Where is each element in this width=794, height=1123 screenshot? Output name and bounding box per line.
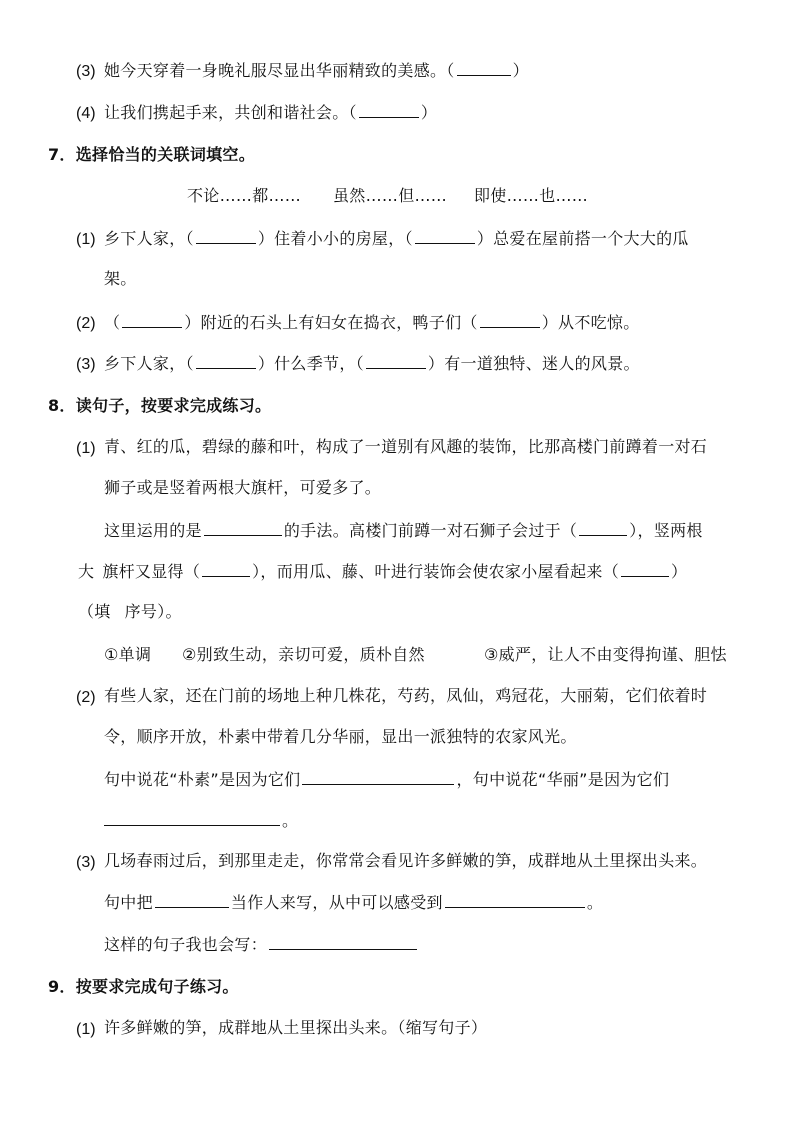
- q8-item2-blank-plain[interactable]: [302, 769, 454, 785]
- q8-item2-q-text-b: ，句中说花“华丽”是因为它们: [456, 770, 670, 789]
- q8-item1-option-1: ①单调: [104, 645, 152, 664]
- q7-item2-text-c: ）从不吃惊。: [541, 313, 640, 332]
- q8-item2-q-text-a: 句中说花“朴素”是因为它们: [104, 770, 301, 789]
- q8-item3-blank-own-sentence[interactable]: [269, 934, 417, 950]
- q8-item3-number: (3): [76, 854, 96, 871]
- q8-item1-q-text-i: 序号）。: [124, 602, 182, 621]
- q8-item2-q-text-c: 。: [282, 811, 299, 830]
- q6-item4-blank[interactable]: [359, 102, 419, 118]
- q6-item3-blank[interactable]: [457, 60, 511, 76]
- q7-option-2: 虽然……但……: [333, 186, 448, 205]
- q8-item1-option-2: ②别致生动，亲切可爱，质朴自然: [182, 645, 425, 664]
- q7-item1-continuation: 架。: [104, 269, 137, 288]
- q7-item3-line: [104, 353, 640, 374]
- q7-item1-line: [104, 228, 689, 249]
- q8-item1-q-text-e: 旗杆又显得（: [102, 562, 201, 581]
- q7-item2-line: [104, 312, 640, 333]
- q8-item2-blank-gorgeous[interactable]: [104, 810, 280, 826]
- q7-item3-blank-2[interactable]: [366, 353, 426, 369]
- q7-item3-text-c: ）有一道独特、迷人的风景。: [427, 354, 640, 373]
- q7-item2-number: (2): [76, 315, 96, 332]
- q8-item3-passage-line1: 几场春雨过后，到那里走走，你常常会看见许多鲜嫩的笋，成群地从土里探出头来。: [104, 851, 708, 870]
- q6-item4-close: ）: [420, 103, 438, 122]
- q8-item1-number: (1): [76, 440, 96, 457]
- q8-item3-question-line2: [104, 934, 419, 955]
- q6-item3-text: 她今天穿着一身晚礼服尽显出华丽精致的美感。（: [104, 61, 455, 80]
- q8-item1-question-line2: [78, 561, 687, 582]
- q8-item1-q-text-h: （填: [78, 602, 111, 621]
- q8-item1-q-text-c: ），竖两根: [629, 521, 703, 540]
- q8-title: 8．读句子，按要求完成练习。: [48, 396, 272, 415]
- q7-item2-blank-2[interactable]: [480, 312, 540, 328]
- q6-item4-number: (4): [76, 105, 96, 122]
- q8-item1-blank-flagpole[interactable]: [202, 561, 250, 577]
- q7-item1-blank-2[interactable]: [415, 228, 475, 244]
- q7-item2-text-b: ）附近的石头上有妇女在捣衣，鸭子们（: [184, 313, 478, 332]
- q6-item4-line: [104, 102, 437, 123]
- q6-item3-close: ）: [512, 61, 529, 80]
- q8-item2-passage-line1: 有些人家，还在门前的场地上种几株花，芍药，凤仙，鸡冠花，大丽菊，它们依着时: [104, 686, 708, 705]
- q8-item1-blank-technique[interactable]: [204, 520, 282, 536]
- q7-item1-text-c: ）总爱在屋前搭一个大大的瓜: [476, 229, 689, 248]
- q8-item2-passage-line2: 令，顺序开放，朴素中带着几分华丽，显出一派独特的农家风光。: [104, 727, 577, 746]
- q8-item1-q-text-g: ）: [671, 562, 688, 581]
- q8-item1-blank-lion[interactable]: [579, 520, 627, 536]
- q7-item3-text-a: 乡下人家，（: [104, 354, 194, 373]
- q7-item1-text-a: 乡下人家，（: [104, 229, 194, 248]
- q8-item2-question-line1: [104, 769, 669, 790]
- q8-item2-number: (2): [76, 689, 96, 706]
- q8-item3-question-line1: [104, 892, 603, 913]
- q8-item2-question-line2: [104, 810, 298, 831]
- q8-item1-question-line3: [78, 602, 182, 622]
- q7-item3-number: (3): [76, 356, 96, 373]
- q7-item1-number: (1): [76, 231, 96, 248]
- q9-item1-line: 许多鲜嫩的笋，成群地从土里探出头来。（缩写句子）: [104, 1018, 488, 1037]
- q8-item1-q-text-f: ），而用瓜、藤、叶进行装饰会使农家小屋看起来（: [252, 562, 620, 581]
- q6-item3-line: [104, 60, 529, 81]
- q7-item1-blank-1[interactable]: [196, 228, 256, 244]
- q8-item3-q-text-a: 句中把: [104, 893, 153, 912]
- q7-item1-text-b: ）住着小小的房屋，（: [257, 229, 413, 248]
- q8-item1-q-text-d: 大: [78, 562, 95, 581]
- q7-item3-text-b: ）什么季节，（: [257, 354, 364, 373]
- q8-item1-passage-line2: 狮子或是竖着两根大旗杆，可爱多了。: [104, 478, 382, 497]
- q8-item1-q-text-b: 的手法。高楼门前蹲一对石狮子会过于（: [283, 521, 578, 540]
- q8-item1-blank-house[interactable]: [621, 561, 669, 577]
- q8-item1-passage-line1: 青、红的瓜，碧绿的藤和叶，构成了一道别有风趣的装饰，比那高楼门前蹲着一对石: [104, 437, 708, 456]
- q8-item1-q-text-a: 这里运用的是: [104, 521, 202, 540]
- q8-item1-option-3: ③威严，让人不由变得拘谨、胆怯: [484, 645, 727, 664]
- q7-item2-blank-1[interactable]: [122, 312, 182, 328]
- q8-item3-q-text-b: 当作人来写，从中可以感受到: [230, 893, 443, 912]
- q8-item3-q-text-d: 这样的句子我也会写：: [104, 935, 268, 954]
- q9-title: 9．按要求完成句子练习。: [48, 977, 239, 996]
- q7-title: 7．选择恰当的关联词填空。: [48, 145, 256, 164]
- q8-item3-blank-personified[interactable]: [155, 892, 229, 908]
- q8-item1-question-line1: [104, 520, 703, 541]
- q7-option-3: 即使……也……: [474, 186, 589, 205]
- q7-item3-blank-1[interactable]: [196, 353, 256, 369]
- q7-option-1: 不论……都……: [187, 186, 302, 205]
- q7-item2-text-a: （: [104, 313, 121, 332]
- q6-item4-text: 让我们携起手来，共创和谐社会。（: [104, 103, 357, 122]
- q8-item3-blank-feeling[interactable]: [445, 892, 585, 908]
- q8-item3-q-text-c: 。: [586, 893, 604, 912]
- q9-item1-number: (1): [76, 1021, 96, 1038]
- q6-item3-number: (3): [76, 63, 96, 80]
